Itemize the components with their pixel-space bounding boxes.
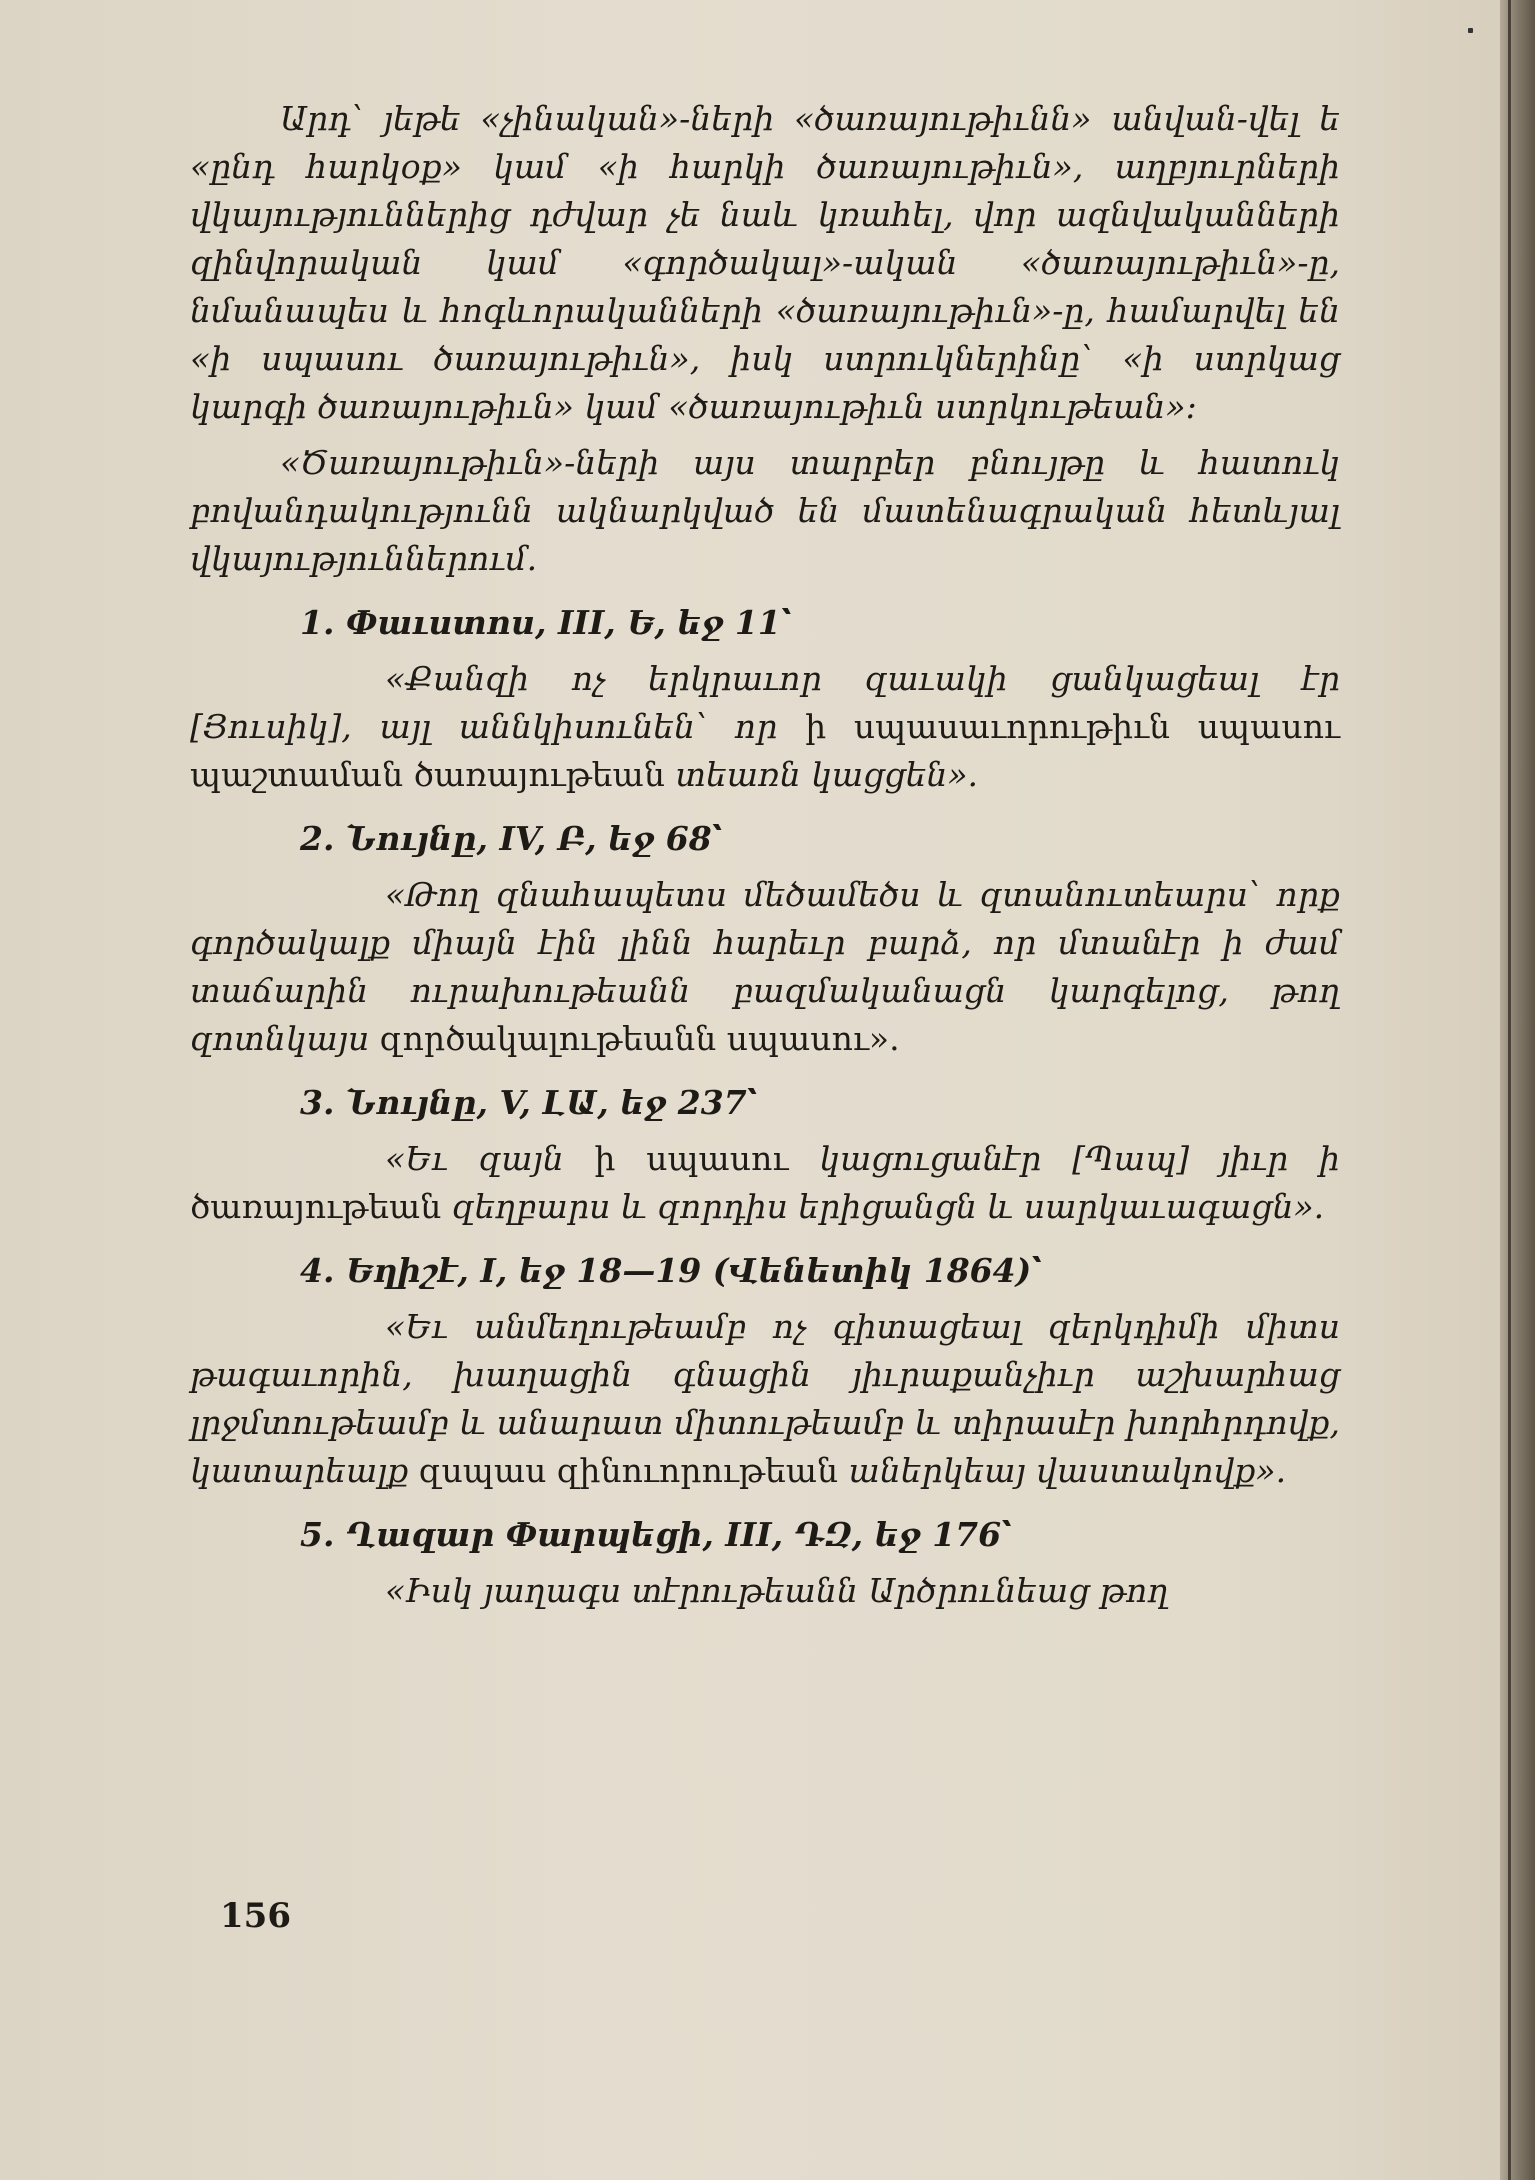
citation-quote: [190, 1135, 1340, 1231]
quote-text: տեառն կացցեն».: [675, 755, 979, 794]
quote-text-upright: զսպաս զինուորութեան: [418, 1451, 838, 1490]
citation-label: 3. Նույնը, V, ԼԱ, եջ 237՝: [300, 1083, 758, 1122]
quote-text: «Եւ անմեղութեամբ ոչ գիտացեալ զերկդիմի միտս թագաւորին, խաղացին գնացին յիւրաքանչիւր աշխարհաց լրջմտութեամբ և անարատ միտութեամբ և տիրասէր խորհրդովք, կատարեալք: [190, 1307, 1340, 1490]
quote-text: «Իսկ յաղագս տէրութեանն Արծրունեաց թող: [385, 1571, 1169, 1610]
citation-label: 2. Նույնը, IV, Բ, եջ 68՝: [300, 819, 723, 858]
ink-speck: [1468, 28, 1473, 33]
citation-label: 4. Եղիշէ, I, եջ 18—19 (Վենետիկ 1864)՝: [300, 1251, 1042, 1290]
citation-quote: [190, 871, 1340, 1063]
quote-text-upright: զործակալութեանն սպասու».: [379, 1019, 900, 1058]
quote-text: «Քանզի ոչ երկրաւոր զաւակի ցանկացեալ էր [Յուսիկ], այլ աննկիսունեն՝ որ: [190, 659, 1340, 746]
paragraph: Արդ՝ յեթե «չինական»-ների «ծառայութիւնն» անվան-վել ե «ընդ հարկօք» կամ «ի հարկի ծառայութիւն», աղբյուրների վկայություններից դժվար չե նաև կռահել, վոր ազնվականների զինվորական կամ «գործակալ»-ական «ծառայութիւն»-ը, նմանապես և հոգևորականների «ծառայութիւն»-ը, համարվել են «ի սպասու ծառայութիւն», իսկ ստրուկներինը՝ «ի ստրկաց կարգի ծառայութիւն» կամ «ծառայութիւն ստրկութեան»։: [190, 99, 1340, 426]
citation-quote: [190, 1567, 1340, 1615]
citation-label: 5. Ղազար Փարպեցի, III, ԴԶ, եջ 176՝: [300, 1515, 1012, 1554]
paragraph: «Ծառայութիւն»-ների այս տարբեր բնույթը և հատուկ բովանդակությունն ակնարկված են մատենագրական հետևյալ վկայություններում.: [190, 443, 1340, 578]
citation-quote: [190, 1303, 1340, 1495]
spine-shadow-line: [1508, 0, 1511, 2180]
quote-text-upright: ի սպասու: [594, 1139, 789, 1178]
quote-text: զեղբարս և զորդիս երիցանցն և սարկաւագացն».: [451, 1187, 1325, 1226]
page-number: 156: [220, 1896, 291, 1936]
citation-quote: [190, 655, 1340, 799]
quote-text-upright: ի սպասաւորութիւն սպասու պաշտաման ծառայութեան: [190, 707, 1340, 794]
quote-text: կացուցանէր [Պապ] յիւր ի: [819, 1139, 1340, 1178]
quote-text-upright: ծառայութեան: [190, 1187, 442, 1226]
citation-label: 1. Փաւստոս, III, Ե, եջ 11՝: [300, 603, 792, 642]
quote-text: աներկեայ վաստակովք».: [848, 1451, 1287, 1490]
book-spine-edge: [1500, 0, 1535, 2180]
page-body: [190, 95, 1340, 1623]
quote-text: «Եւ զայն: [385, 1139, 564, 1178]
quote-text: «Թող զնահապետս մեծամեծս և զտանուտեարս՝ որք գործակալք միայն էին լինն հարեւր բարձ, որ մտանէր ի ժամ տաճարին ուրախութեանն բազմականացն կարգելոց, թող զոտնկայս: [190, 875, 1340, 1058]
